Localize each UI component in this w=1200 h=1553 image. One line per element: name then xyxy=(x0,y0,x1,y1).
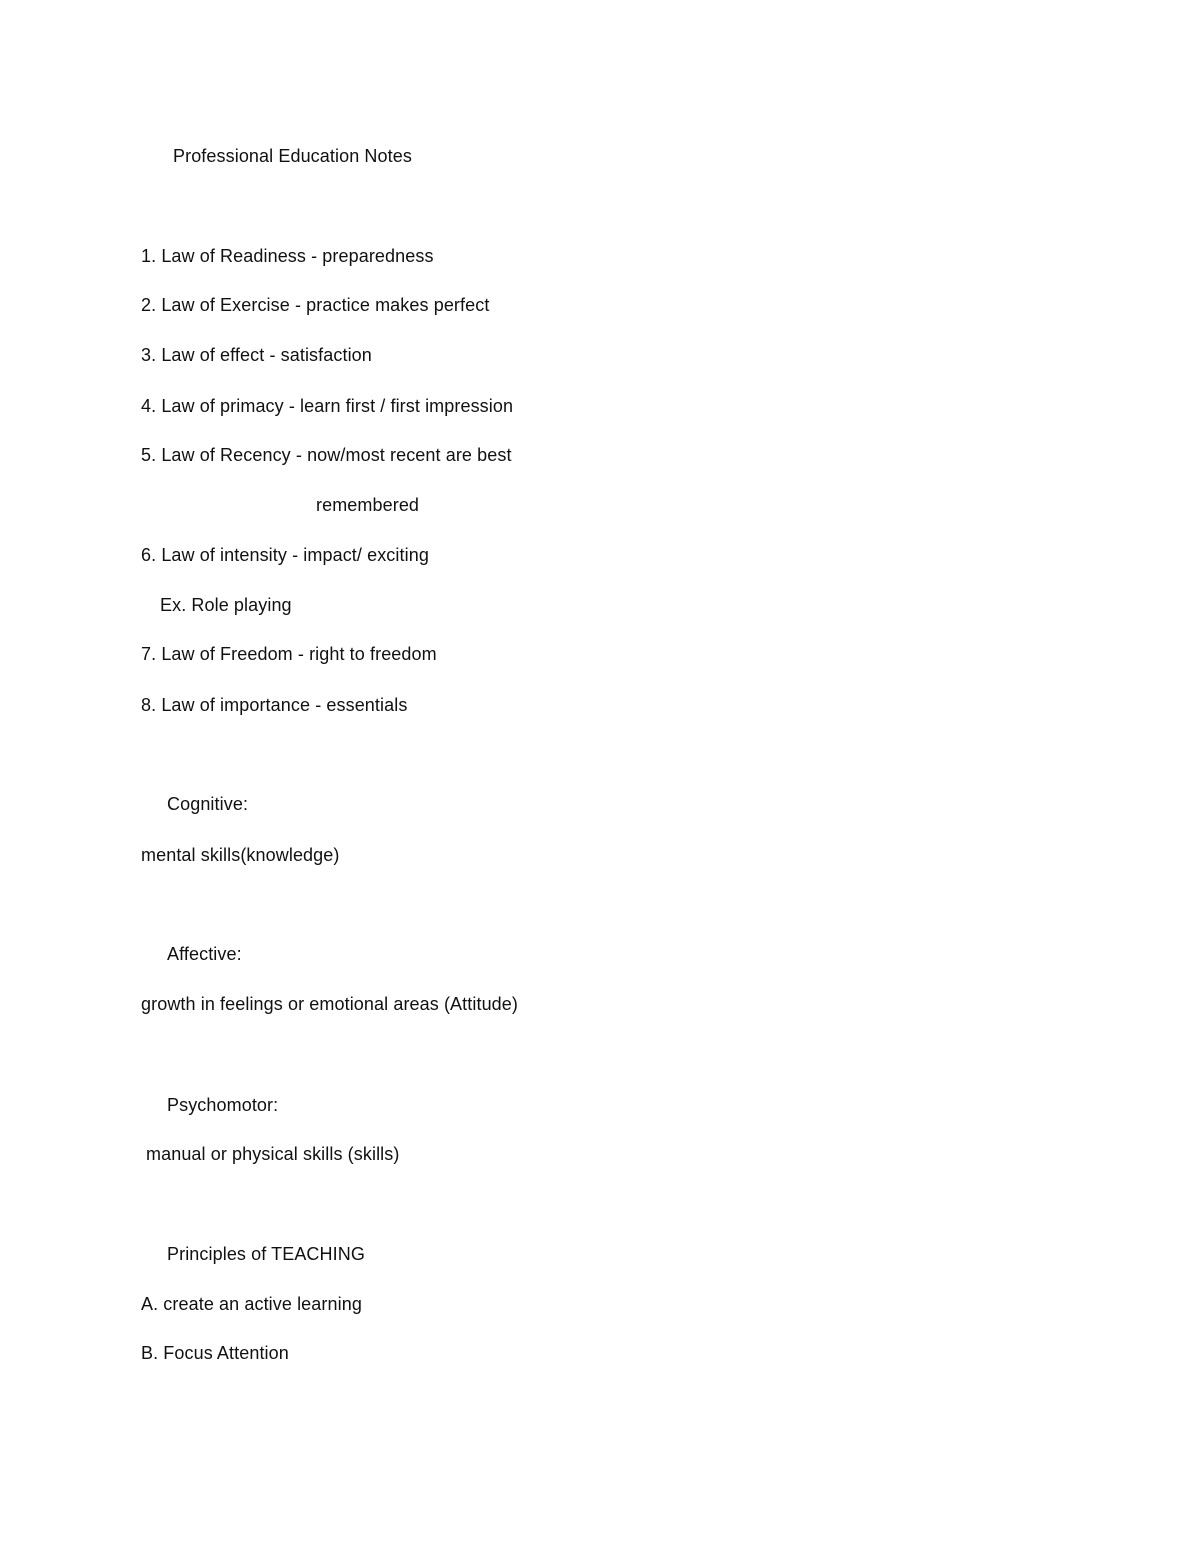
law-item-continuation: remembered xyxy=(316,495,420,515)
law-item: 3. Law of effect - satisfaction xyxy=(141,345,372,365)
domain-heading-cognitive: Cognitive: xyxy=(167,794,249,814)
law-item: 2. Law of Exercise - practice makes perfect xyxy=(141,295,490,315)
domain-heading-affective: Affective: xyxy=(167,944,242,964)
principles-heading: Principles of TEACHING xyxy=(167,1244,365,1264)
law-item: 6. Law of intensity - impact/ exciting xyxy=(141,545,429,565)
law-item: 1. Law of Readiness - preparedness xyxy=(141,246,434,266)
principle-item: B. Focus Attention xyxy=(141,1343,289,1363)
domain-text-cognitive: mental skills(knowledge) xyxy=(141,845,340,865)
document-title: Professional Education Notes xyxy=(173,146,412,166)
domain-heading-psychomotor: Psychomotor: xyxy=(167,1095,279,1115)
principle-item: A. create an active learning xyxy=(141,1294,362,1314)
law-item: 4. Law of primacy - learn first / first impression xyxy=(141,396,514,416)
law-example: Ex. Role playing xyxy=(160,595,292,615)
domain-text-psychomotor: manual or physical skills (skills) xyxy=(146,1144,400,1164)
law-item: 8. Law of importance - essentials xyxy=(141,695,408,715)
law-item: 7. Law of Freedom - right to freedom xyxy=(141,644,437,664)
domain-text-affective: growth in feelings or emotional areas (Attitude) xyxy=(141,994,518,1014)
law-item: 5. Law of Recency - now/most recent are best xyxy=(141,445,512,465)
